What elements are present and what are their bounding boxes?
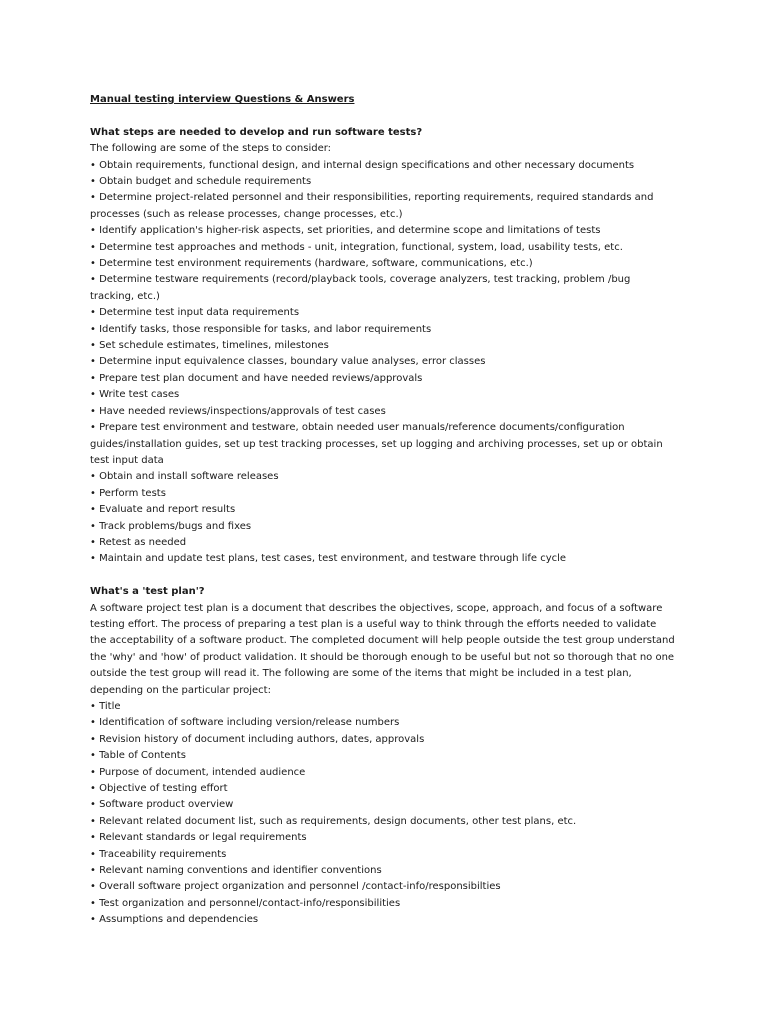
bullet-item: • Have needed reviews/inspections/approvals of test cases — [90, 404, 675, 420]
bullet-item: • Determine test approaches and methods - unit, integration, functional, system, load, usability tests, etc. — [90, 240, 675, 256]
bullet-item: • Identification of software including version/release numbers — [90, 715, 675, 731]
bullet-item: • Retest as needed — [90, 535, 675, 551]
section-test-plan — [90, 584, 675, 929]
bullet-item: • Obtain and install software releases — [90, 469, 675, 485]
spacer — [90, 568, 675, 584]
bullet-item: • Determine input equivalence classes, boundary value analyses, error classes — [90, 354, 675, 370]
bullet-item: • Obtain requirements, functional design, and internal design specifications and other necessary documents — [90, 158, 675, 174]
bullet-item: • Prepare test plan document and have needed reviews/approvals — [90, 371, 675, 387]
bullet-item: • Software product overview — [90, 797, 675, 813]
bullet-item: • Identify tasks, those responsible for tasks, and labor requirements — [90, 322, 675, 338]
bullet-item: • Overall software project organization and personnel /contact-info/responsibilties — [90, 879, 675, 895]
question-heading: What steps are needed to develop and run software tests? — [90, 126, 423, 138]
bullet-item: • Obtain budget and schedule requirements — [90, 174, 675, 190]
bullet-item: • Purpose of document, intended audience — [90, 765, 675, 781]
bullet-item: • Relevant related document list, such as requirements, design documents, other test plans, etc. — [90, 814, 675, 830]
bullet-item: • Revision history of document including authors, dates, approvals — [90, 732, 675, 748]
bullet-item: • Identify application's higher-risk aspects, set priorities, and determine scope and limitations of tests — [90, 223, 675, 239]
bullet-item: • Determine project-related personnel and their responsibilities, reporting requirements, required standards and processes (such as release processes, change processes, etc.) — [90, 190, 675, 223]
bullet-item: • Evaluate and report results — [90, 502, 675, 518]
bullet-item: • Test organization and personnel/contact-info/responsibilities — [90, 896, 675, 912]
bullet-item: • Relevant standards or legal requirements — [90, 830, 675, 846]
bullet-item: • Determine test input data requirements — [90, 305, 675, 321]
document-title: Manual testing interview Questions & Answers — [90, 94, 355, 105]
section-test-steps — [90, 125, 675, 568]
bullet-item: • Perform tests — [90, 486, 675, 502]
bullet-item: • Track problems/bugs and fixes — [90, 519, 675, 535]
question-heading: What's a 'test plan'? — [90, 586, 205, 598]
bullet-item: • Maintain and update test plans, test cases, test environment, and testware through life cycle — [90, 551, 675, 567]
bullet-item: • Objective of testing effort — [90, 781, 675, 797]
bullet-item: • Determine test environment requirements (hardware, software, communications, etc.) — [90, 256, 675, 272]
bullet-item: • Write test cases — [90, 387, 675, 403]
bullet-item: • Set schedule estimates, timelines, milestones — [90, 338, 675, 354]
bullet-item: • Table of Contents — [90, 748, 675, 764]
document-page — [90, 92, 675, 929]
bullet-item: • Prepare test environment and testware, obtain needed user manuals/reference documents/configuration guides/installation guides, set up test tracking processes, set up logging and archiving processes, set up or obtain test input data — [90, 420, 675, 469]
bullet-list — [90, 699, 675, 929]
bullet-item: • Determine testware requirements (record/playback tools, coverage analyzers, test tracking, problem /bug tracking, etc.) — [90, 272, 675, 305]
bullet-list — [90, 158, 675, 568]
intro-paragraph: The following are some of the steps to consider: — [90, 143, 332, 155]
bullet-item: • Assumptions and dependencies — [90, 912, 675, 928]
intro-paragraph: A software project test plan is a document that describes the objectives, scope, approach, and focus of a software testing effort. The process of preparing a test plan is a useful way to think through the efforts needed to validate the acceptability of a software product. The completed document will help people outside the test group understand the 'why' and 'how' of product validation. It should be thorough enough to be useful but not so thorough that no one outside the test group will read it. The following are some of the items that might be included in a test plan, depending on the particular project: — [90, 602, 675, 696]
bullet-item: • Title — [90, 699, 675, 715]
spacer — [90, 108, 675, 124]
bullet-item: • Relevant naming conventions and identifier conventions — [90, 863, 675, 879]
bullet-item: • Traceability requirements — [90, 847, 675, 863]
